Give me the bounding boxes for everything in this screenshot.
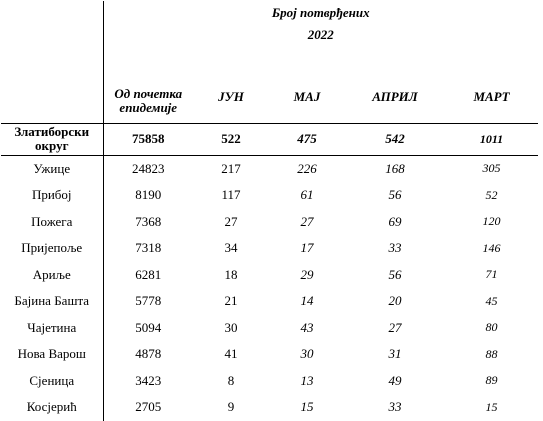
cell-april: 49 bbox=[388, 372, 402, 388]
cell-jun: 217 bbox=[221, 160, 241, 176]
municipality-name: Ариље bbox=[32, 266, 71, 282]
cell-april: 20 bbox=[388, 293, 402, 309]
municipality-name: Сјеница bbox=[29, 372, 75, 388]
municipality-name: Бајина Башта bbox=[14, 293, 90, 309]
cell-mart: 71 bbox=[485, 267, 498, 282]
cell-april: 27 bbox=[388, 319, 402, 335]
cell-april: 33 bbox=[388, 399, 402, 415]
table-row bbox=[1, 262, 538, 289]
cell-total: 8190 bbox=[103, 182, 193, 209]
municipality-name: Косјерић bbox=[26, 399, 77, 415]
cell-maj: 61 bbox=[300, 187, 314, 203]
table-title: Број потврђених bbox=[103, 1, 538, 27]
region-jun: 522 bbox=[221, 131, 241, 146]
confirmed-cases-table bbox=[1, 1, 538, 421]
table-row bbox=[1, 209, 538, 236]
blank-corner-bottom bbox=[1, 57, 103, 123]
col-header-april: АПРИЛ bbox=[372, 88, 418, 104]
cell-maj: 226 bbox=[297, 160, 317, 176]
col-header-mart: МАРТ bbox=[473, 88, 510, 104]
region-row bbox=[1, 123, 538, 155]
blank-corner-top bbox=[1, 1, 103, 27]
cell-mart: 80 bbox=[485, 320, 498, 335]
cell-total: 6281 bbox=[103, 262, 193, 289]
municipality-name: Ужице bbox=[33, 160, 71, 176]
cell-jun: 8 bbox=[227, 372, 235, 388]
cell-total: 5094 bbox=[103, 315, 193, 342]
municipality-name: Пријепоље bbox=[21, 240, 83, 256]
cell-mart: 305 bbox=[482, 161, 501, 176]
region-maj: 475 bbox=[297, 131, 317, 146]
municipality-name: Чајетина bbox=[27, 319, 77, 335]
cell-jun: 21 bbox=[224, 293, 238, 309]
table-row bbox=[1, 394, 538, 421]
cell-mart: 120 bbox=[482, 214, 501, 229]
cell-jun: 117 bbox=[221, 187, 241, 203]
cell-mart: 15 bbox=[485, 399, 498, 414]
cell-april: 69 bbox=[388, 213, 402, 229]
cell-jun: 27 bbox=[224, 213, 238, 229]
table-row bbox=[1, 182, 538, 209]
table-year: 2022 bbox=[103, 27, 538, 57]
cell-mart: 45 bbox=[485, 293, 498, 308]
region-april: 542 bbox=[385, 131, 405, 146]
cell-jun: 30 bbox=[224, 319, 238, 335]
cell-total: 7318 bbox=[103, 235, 193, 262]
cell-april: 56 bbox=[388, 187, 402, 203]
cell-jun: 9 bbox=[227, 399, 235, 415]
cell-mart: 52 bbox=[485, 187, 498, 202]
region-total: 75858 bbox=[103, 123, 193, 155]
cell-maj: 27 bbox=[300, 213, 314, 229]
municipality-name: Нова Варош bbox=[17, 346, 86, 362]
table-row bbox=[1, 288, 538, 315]
cell-jun: 41 bbox=[224, 346, 238, 362]
col-header-jun: ЈУН bbox=[218, 88, 244, 104]
cell-mart: 89 bbox=[485, 373, 498, 388]
cell-april: 56 bbox=[388, 266, 402, 282]
cell-total: 3423 bbox=[103, 368, 193, 395]
cell-total: 7368 bbox=[103, 209, 193, 236]
cell-total: 2705 bbox=[103, 394, 193, 421]
cell-jun: 18 bbox=[224, 266, 238, 282]
cell-april: 33 bbox=[388, 240, 402, 256]
cell-april: 31 bbox=[388, 346, 402, 362]
cell-maj: 15 bbox=[300, 399, 314, 415]
table-row bbox=[1, 368, 538, 395]
cell-jun: 34 bbox=[224, 240, 238, 256]
municipality-name: Прибој bbox=[31, 187, 72, 203]
blank-corner-mid bbox=[1, 27, 103, 57]
cell-maj: 29 bbox=[300, 266, 314, 282]
cell-total: 5778 bbox=[103, 288, 193, 315]
cell-mart: 146 bbox=[482, 240, 501, 255]
region-mart: 1011 bbox=[479, 131, 504, 146]
table-row bbox=[1, 155, 538, 182]
cell-maj: 14 bbox=[300, 293, 314, 309]
cell-april: 168 bbox=[385, 160, 405, 176]
table-row bbox=[1, 341, 538, 368]
cell-maj: 13 bbox=[300, 372, 314, 388]
cell-maj: 43 bbox=[300, 319, 314, 335]
col-header-total: Од почетка епидемије bbox=[103, 57, 193, 123]
region-name: Златиборски округ bbox=[14, 124, 90, 153]
cell-maj: 30 bbox=[300, 346, 314, 362]
cell-total: 24823 bbox=[103, 155, 193, 182]
table-row bbox=[1, 235, 538, 262]
cell-maj: 17 bbox=[300, 240, 314, 256]
col-header-maj: МАЈ bbox=[293, 88, 321, 104]
table-row bbox=[1, 315, 538, 342]
cell-mart: 88 bbox=[485, 346, 498, 361]
cell-total: 4878 bbox=[103, 341, 193, 368]
municipality-name: Пожега bbox=[31, 213, 73, 229]
